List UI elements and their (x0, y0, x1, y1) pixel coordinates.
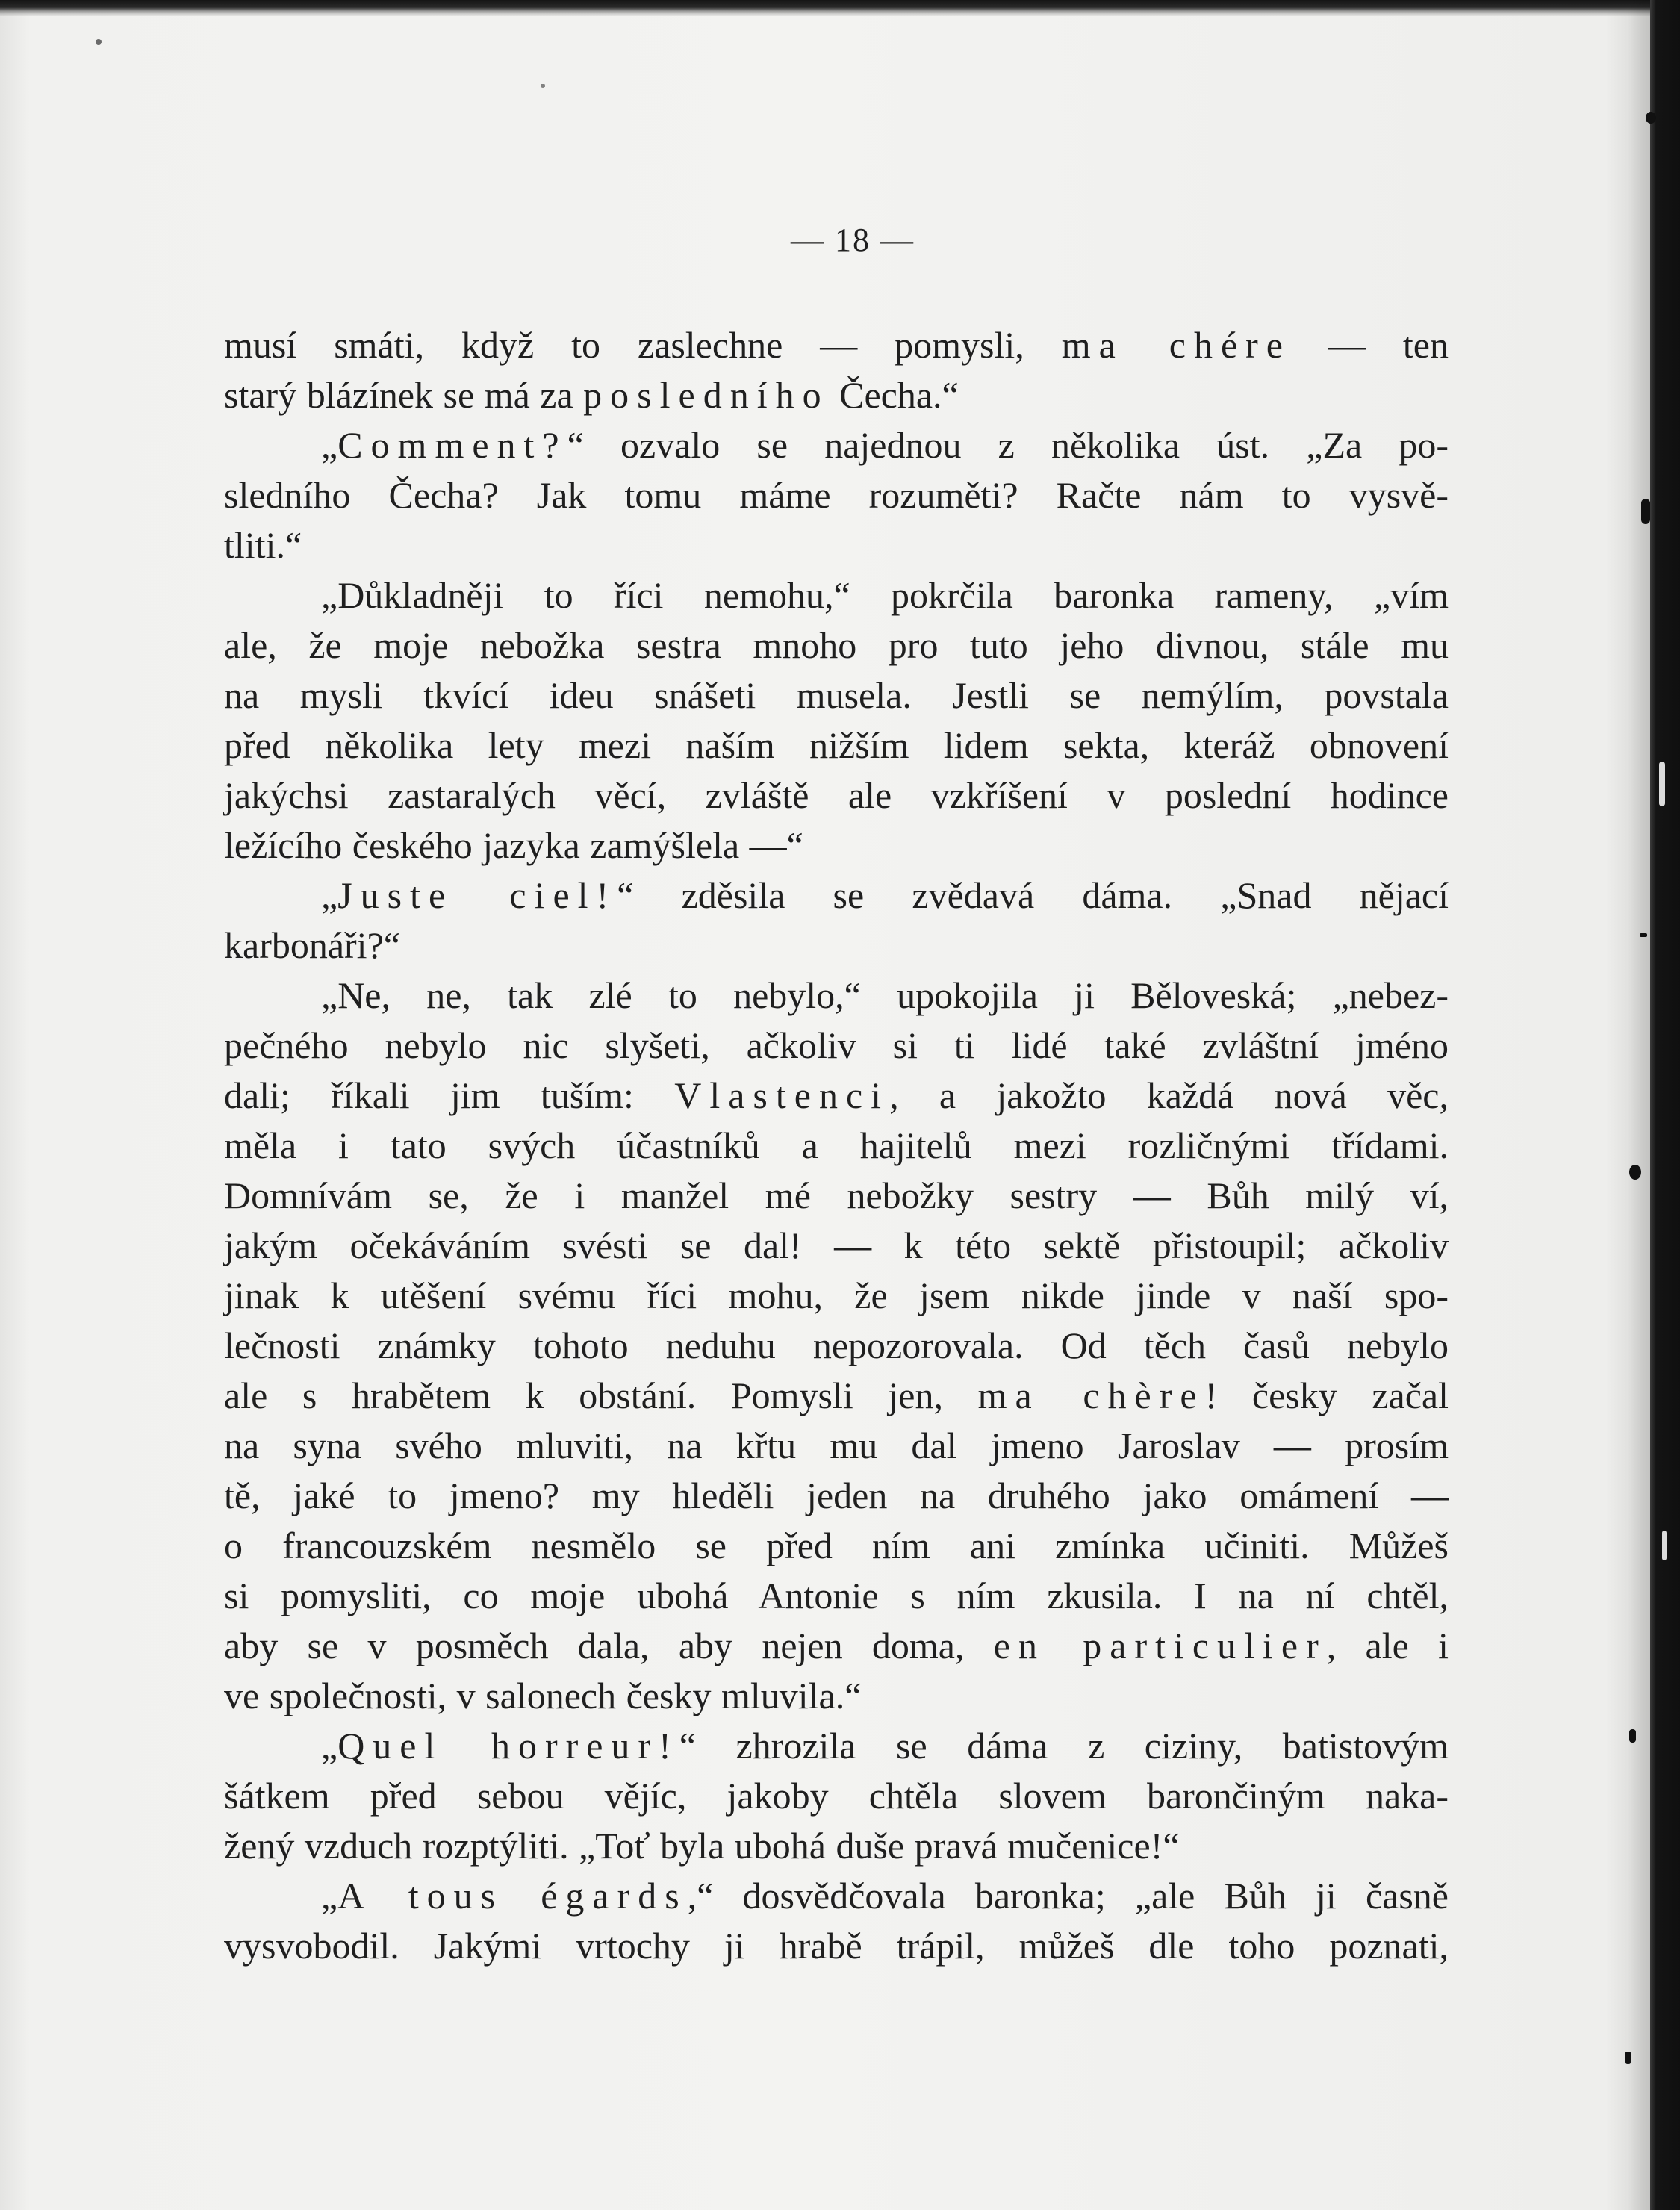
page-number: — 18 — (791, 222, 915, 258)
text-line (224, 1571, 1449, 1621)
text-segment: vysvobodil. Jakými vrtochy ji hrabě trápil, můžeš dle toho poznati, (224, 1925, 1449, 1967)
text-segment: ležícího českého jazyka zamýšlela —“ (224, 824, 803, 866)
emphasized-text: ma chére (1061, 324, 1291, 366)
text-segment: tliti.“ (224, 524, 302, 566)
text-line (224, 1021, 1449, 1071)
scan-mark (1625, 2052, 1631, 2064)
text-segment: „Ne, ne, tak zlé to nebylo,“ upokojila ji Běloveská; „nebez- (321, 974, 1449, 1016)
text-line (224, 320, 1449, 370)
text-line (224, 1671, 1449, 1721)
paragraph (224, 320, 1449, 420)
emphasized-text: en particulier (993, 1625, 1327, 1666)
text-line (224, 1721, 1449, 1771)
scan-mark (1641, 499, 1650, 524)
text-line (224, 620, 1449, 670)
text-line (224, 1271, 1449, 1321)
text-segment: jakýchsi zastaralých věcí, zvláště ale vzkříšení v poslední hodince (224, 774, 1449, 816)
text-segment: jakým očekáváním svésti se dal! — k této sektě přistoupil; ačkoliv (224, 1224, 1449, 1266)
text-line (224, 1921, 1449, 1971)
text-line (224, 1221, 1449, 1271)
text-line (224, 1421, 1449, 1471)
text-line (224, 871, 1449, 921)
paragraph (224, 420, 1449, 570)
text-segment: , a jakožto každá nová věc, (889, 1074, 1449, 1116)
text-segment: karbonáři?“ (224, 924, 400, 966)
text-segment: tě, jaké to jmeno? my hleděli jeden na druhého jako omámení — (224, 1475, 1449, 1516)
text-line (224, 1171, 1449, 1221)
text-line (224, 1321, 1449, 1371)
emphasized-text: posledního (583, 374, 830, 416)
text-segment: „ (321, 424, 338, 466)
paragraph (224, 570, 1449, 871)
text-segment: ! česky začal (1204, 1375, 1449, 1416)
text-line (224, 1521, 1449, 1571)
paragraph (224, 1721, 1449, 1871)
emphasized-text: A tous égards (337, 1875, 688, 1917)
text-segment: lečnosti známky tohoto neduhu nepozorovala. Od těch časů nebylo (224, 1325, 1449, 1366)
text-segment: — ten (1291, 324, 1449, 366)
scan-mark (1629, 1729, 1636, 1743)
text-segment: Domnívám se, že i manžel mé nebožky sestry — Bůh milý ví, (224, 1174, 1449, 1216)
text-line (224, 470, 1449, 520)
text-segment: aby se v posměch dala, aby nejen doma, (224, 1625, 994, 1666)
text-line (224, 1821, 1449, 1871)
text-line (224, 1071, 1449, 1121)
text-line (224, 670, 1449, 720)
text-line (224, 821, 1449, 871)
text-segment: „ (321, 1875, 338, 1917)
text-segment: na mysli tkvící ideu snášeti musela. Jestli se nemýlím, povstala (224, 674, 1449, 716)
text-line (224, 921, 1449, 971)
emphasized-text: Vlastenci (674, 1074, 890, 1116)
text-line (224, 1371, 1449, 1421)
text-line (224, 1871, 1449, 1921)
text-segment: “ zhrozila se dáma z ciziny, batistovým (679, 1725, 1449, 1767)
scan-mark (1662, 1531, 1667, 1560)
scan-mark (1629, 1165, 1641, 1180)
text-line (224, 720, 1449, 771)
emphasized-text: Juste ciel! (337, 874, 617, 916)
text-line (224, 1471, 1449, 1521)
text-segment: šátkem před sebou vějíc, jakoby chtěla slovem barončiným naka- (224, 1775, 1449, 1817)
text-line (224, 1621, 1449, 1671)
text-line (224, 771, 1449, 821)
text-segment: “ ozvalo se najednou z několika úst. „Za po- (567, 424, 1449, 466)
text-segment: měla i tato svých účastníků a hajitelů mezi rozličnými třídami. (224, 1124, 1449, 1166)
scan-mark (541, 84, 545, 88)
text-line (224, 570, 1449, 620)
scan-mark (96, 39, 102, 45)
text-segment: Čecha.“ (829, 374, 959, 416)
scan-top-edge (0, 0, 1680, 16)
text-segment: “ zděsila se zvědavá dáma. „Snad nějací (617, 874, 1449, 916)
text-line (224, 971, 1449, 1021)
emphasized-text: ma chère (977, 1375, 1205, 1416)
body-text (224, 320, 1449, 1971)
text-segment: na syna svého mluviti, na křtu mu dal jmeno Jaroslav — prosím (224, 1425, 1449, 1466)
text-segment: „ (321, 874, 338, 916)
scan-gutter-shadow (1628, 0, 1650, 2210)
text-line (224, 1771, 1449, 1821)
text-segment: dali; říkali jim tuším: (224, 1074, 675, 1116)
text-segment: sledního Čecha? Jak tomu máme rozuměti? Račte nám to vysvě- (224, 474, 1449, 516)
text-segment: ale s hrabětem k obstání. Pomysli jen, (224, 1375, 978, 1416)
text-line (224, 520, 1449, 570)
text-segment: „ (321, 1725, 338, 1767)
text-segment: žený vzduch rozptýliti. „Toť byla ubohá duše pravá mučenice!“ (224, 1825, 1180, 1867)
text-line (224, 370, 1449, 420)
paragraph (224, 871, 1449, 971)
scan-mark (1659, 762, 1665, 806)
emphasized-text: Comment? (337, 424, 567, 466)
text-segment: pečného nebylo nic slyšeti, ačkoliv si ti lidé také zvláštní jméno (224, 1024, 1449, 1066)
text-segment: si pomysliti, co moje ubohá Antonie s ním zkusila. I na ní chtěl, (224, 1575, 1449, 1616)
paragraph (224, 971, 1449, 1721)
paragraph (224, 1871, 1449, 1971)
text-segment: ve společnosti, v salonech česky mluvila.“ (224, 1675, 862, 1716)
text-segment: ale, že moje nebožka sestra mnoho pro tuto jeho divnou, stále mu (224, 624, 1449, 666)
text-line (224, 420, 1449, 470)
text-segment: ,“ dosvědčovala baronka; „ale Bůh ji časně (687, 1875, 1449, 1917)
text-segment: před několika lety mezi naším nižším lidem sekta, kteráž obnovení (224, 724, 1449, 766)
scan-mark (1646, 112, 1656, 124)
text-segment: musí smáti, když to zaslechne — pomysli, (224, 324, 1062, 366)
text-segment: , ale i (1326, 1625, 1449, 1666)
scan-right-edge (1650, 0, 1680, 2210)
text-segment: „Důkladněji to říci nemohu,“ pokrčila baronka rameny, „vím (321, 574, 1449, 616)
text-segment: jinak k utěšení svému říci mohu, že jsem nikde jinde v naší spo- (224, 1274, 1449, 1316)
scan-mark (1640, 933, 1647, 937)
text-line (224, 1121, 1449, 1171)
text-segment: starý blázínek se má za (224, 374, 584, 416)
emphasized-text: Quel horreur! (337, 1725, 679, 1767)
text-segment: o francouzském nesmělo se před ním ani zmínka učiniti. Můžeš (224, 1525, 1449, 1566)
